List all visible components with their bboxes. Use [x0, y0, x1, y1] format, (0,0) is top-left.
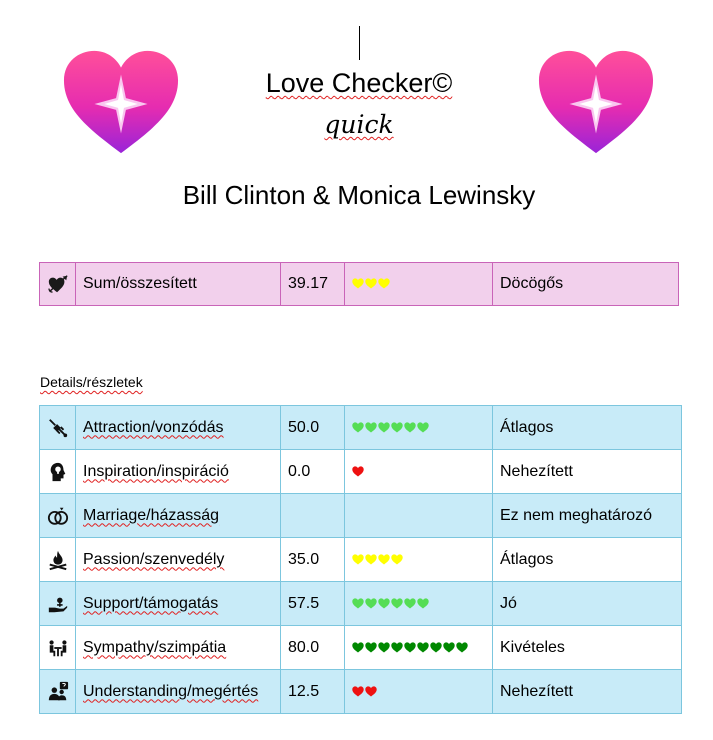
rating-heart-icon: [391, 554, 403, 565]
rating-heart-icon: [352, 466, 364, 477]
row-hearts: [345, 538, 493, 582]
details-row-marriage: [40, 494, 682, 538]
details-heading: Details/részletek: [40, 374, 143, 390]
details-table: [39, 405, 682, 714]
details-row-passion: [40, 538, 682, 582]
heart-with-arrow-icon: [47, 273, 69, 295]
row-label: Inspiration/inspiráció: [83, 462, 229, 480]
row-verdict: Ez nem meghatározó: [493, 494, 682, 538]
row-score: [281, 494, 345, 538]
rating-heart-icon: [365, 278, 377, 289]
summary-icon-cell: [40, 263, 76, 306]
rating-heart-icon: [352, 642, 364, 653]
rating-heart-icon: [404, 642, 416, 653]
rating-heart-icon: [430, 642, 442, 653]
sparkling-heart-icon: [62, 48, 180, 158]
plug-icon: [47, 417, 69, 439]
couple-names: Bill Clinton & Monica Lewinsky: [182, 180, 536, 210]
rating-heart-icon: [378, 642, 390, 653]
rating-heart-icon: [456, 642, 468, 653]
details-row-understanding: [40, 670, 682, 714]
rating-heart-icon: [378, 278, 390, 289]
row-verdict: Jó: [493, 582, 682, 626]
people-question-icon: [47, 681, 69, 703]
rating-heart-icon: [378, 598, 390, 609]
wedding-rings-icon: [47, 505, 69, 527]
rating-heart-icon: [365, 642, 377, 653]
row-hearts: [345, 406, 493, 450]
summary-label: Sum/összesített: [76, 263, 281, 306]
head-lightbulb-icon: [47, 461, 69, 483]
page-title: Love Checker©: [265, 68, 453, 98]
row-score: 80.0: [281, 626, 345, 670]
rating-heart-icon: [365, 686, 377, 697]
row-hearts: [345, 670, 493, 714]
rating-heart-icon: [352, 598, 364, 609]
rating-heart-icon: [352, 686, 364, 697]
rating-heart-icon: [404, 422, 416, 433]
rating-heart-icon: [365, 554, 377, 565]
summary-table: [39, 262, 679, 306]
two-people-table-icon: [47, 637, 69, 659]
row-label: Understanding/megértés: [83, 682, 259, 700]
summary-row: [40, 263, 679, 306]
details-row-inspiration: [40, 450, 682, 494]
row-label: Attraction/vonzódás: [83, 418, 224, 436]
row-hearts: [345, 494, 493, 538]
row-label: Passion/szenvedély: [83, 550, 225, 568]
row-hearts: [345, 450, 493, 494]
rating-heart-icon: [378, 554, 390, 565]
row-score: 0.0: [281, 450, 345, 494]
row-verdict: Átlagos: [493, 406, 682, 450]
rating-heart-icon: [378, 422, 390, 433]
rating-heart-icon: [417, 642, 429, 653]
rating-heart-icon: [391, 598, 403, 609]
row-label: Sympathy/szimpátia: [83, 638, 227, 656]
rating-heart-icon: [352, 422, 364, 433]
rating-heart-icon: [417, 598, 429, 609]
rating-heart-icon: [404, 598, 416, 609]
rating-heart-icon: [352, 278, 364, 289]
row-score: 35.0: [281, 538, 345, 582]
rating-heart-icon: [391, 642, 403, 653]
sparkling-heart-icon: [537, 48, 655, 158]
campfire-icon: [47, 549, 69, 571]
summary-verdict: Döcögős: [493, 263, 679, 306]
details-row-attraction: [40, 406, 682, 450]
helping-hand-icon: [47, 593, 69, 615]
row-verdict: Nehezített: [493, 450, 682, 494]
row-verdict: Átlagos: [493, 538, 682, 582]
row-hearts: [345, 626, 493, 670]
rating-heart-icon: [365, 598, 377, 609]
page-subtitle: quick: [324, 110, 394, 139]
row-score: 50.0: [281, 406, 345, 450]
row-verdict: Nehezített: [493, 670, 682, 714]
rating-heart-icon: [391, 422, 403, 433]
row-label: Support/támogatás: [83, 594, 219, 612]
row-verdict: Kivételes: [493, 626, 682, 670]
rating-heart-icon: [352, 554, 364, 565]
row-score: 12.5: [281, 670, 345, 714]
row-score: 57.5: [281, 582, 345, 626]
text-cursor: [359, 26, 360, 60]
details-row-support: [40, 582, 682, 626]
row-label: Marriage/házasság: [83, 506, 220, 524]
summary-hearts: [345, 263, 493, 306]
rating-heart-icon: [417, 422, 429, 433]
rating-heart-icon: [365, 422, 377, 433]
details-row-sympathy: [40, 626, 682, 670]
row-hearts: [345, 582, 493, 626]
rating-heart-icon: [443, 642, 455, 653]
summary-score: 39.17: [281, 263, 345, 306]
